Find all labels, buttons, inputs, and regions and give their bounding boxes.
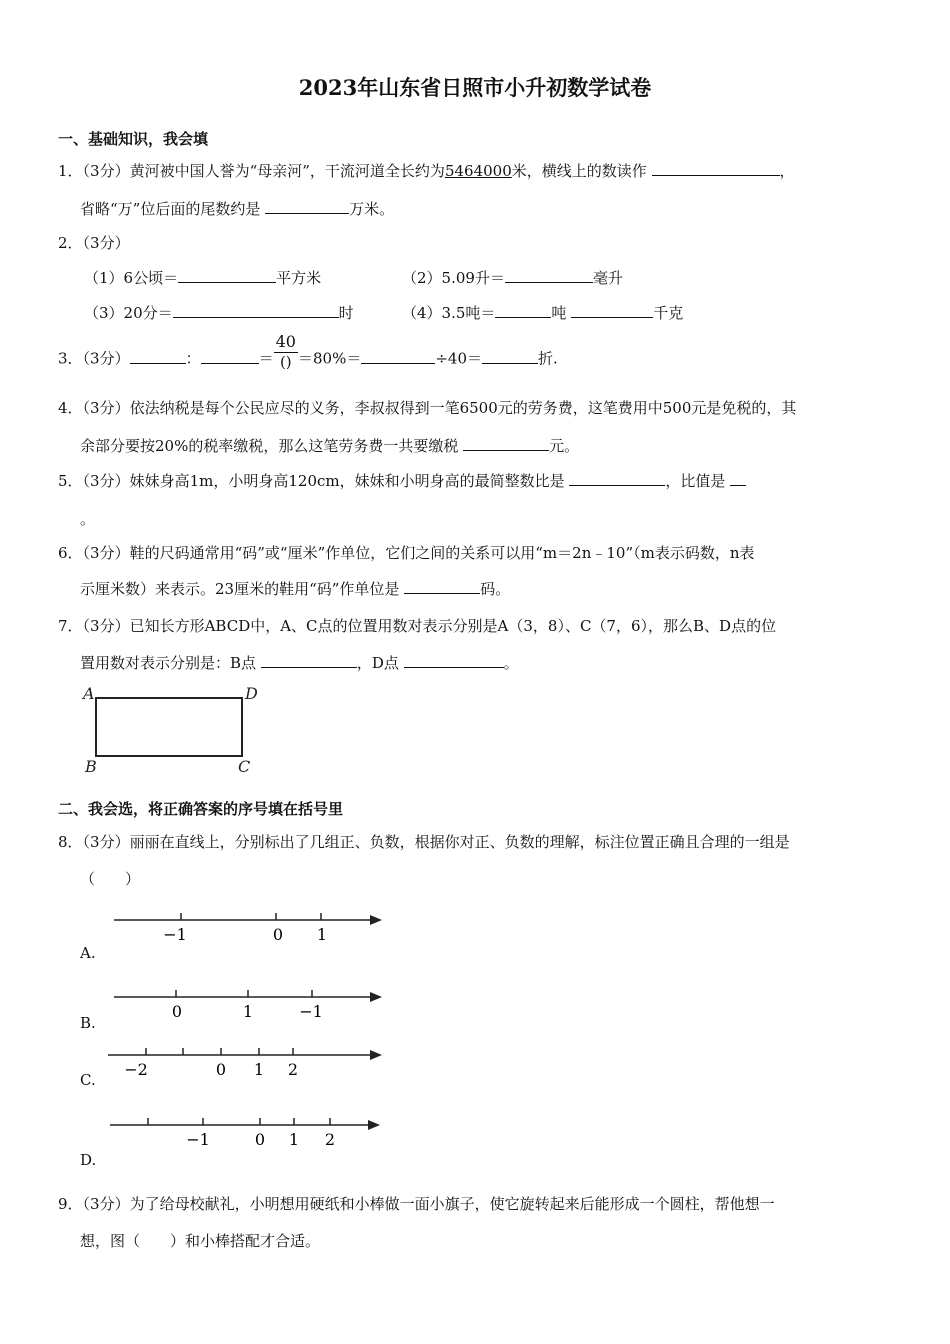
question-6-line-2: 示厘米数）来表示。23厘米的鞋用“码”作单位是 码。 xyxy=(80,580,511,598)
tick-label-d-1: −1 xyxy=(186,1130,210,1149)
q7-point-b-blank[interactable] xyxy=(261,652,357,668)
number-line-c xyxy=(104,1040,388,1080)
question-7-line-1: 7．（3分）已知长方形ABCD中，A、C点的位置用数对表示分别是A（3，8）、C（7，6），那么B、D点的位 xyxy=(58,617,777,635)
question-6-line-1: 6．（3分）鞋的尺码通常用“码”或“厘米”作单位，它们之间的关系可以用“m＝2n﹣10”（m表示码数，n表 xyxy=(58,544,755,562)
rectangle-abcd xyxy=(96,698,242,756)
question-2-head: 2．（3分） xyxy=(58,234,130,252)
rectangle-abcd-figure xyxy=(80,682,270,778)
question-2-part-4: （4）3.5吨＝ 吨 千克 xyxy=(402,304,684,322)
question-1-line-2: 省略“万”位后面的尾数约是 万米。 xyxy=(80,200,395,218)
option-d-label[interactable]: D. xyxy=(80,1151,97,1169)
question-2-part-1: （1）6公顷＝ 平方米 xyxy=(84,269,322,287)
tick-label-d-2: 0 xyxy=(254,1130,266,1149)
q5-ratio-blank[interactable] xyxy=(569,470,665,486)
section-1-heading: 一、基础知识，我会填 xyxy=(58,130,209,148)
tick-label-b-3: −1 xyxy=(299,1002,323,1021)
tick-label-a-3: 1 xyxy=(316,925,328,944)
number-line-b xyxy=(108,982,388,1022)
question-2-part-2: （2）5.09升＝ 毫升 xyxy=(402,269,623,287)
option-c-label[interactable]: C. xyxy=(80,1071,96,1089)
q2-p2-blank[interactable] xyxy=(505,267,593,283)
vertex-a-label: A xyxy=(83,684,95,703)
q4-tax-blank[interactable] xyxy=(463,435,549,451)
question-4-line-1: 4．（3分）依法纳税是每个公民应尽的义务，李叔叔得到一笔6500元的劳务费，这笔费用中500元是免税的，其 xyxy=(58,399,797,417)
q2-p1-blank[interactable] xyxy=(178,267,276,283)
vertex-b-label: B xyxy=(85,757,97,776)
tick-label-d-4: 2 xyxy=(324,1130,336,1149)
question-9-line-1: 9．（3分）为了给母校献礼，小明想用硬纸和小棒做一面小旗子，使它旋转起来后能形成一个圆柱，帮他想一 xyxy=(58,1195,775,1213)
number-line-d xyxy=(106,1110,386,1150)
tick-label-c-1: −2 xyxy=(124,1060,148,1079)
tick-label-c-2: 0 xyxy=(215,1060,227,1079)
q3-blank-1[interactable] xyxy=(130,348,186,364)
q7-point-d-blank[interactable] xyxy=(404,652,504,668)
tick-label-c-4: 2 xyxy=(287,1060,299,1079)
tick-label-d-3: 1 xyxy=(288,1130,300,1149)
question-4-line-2: 余部分要按20%的税率缴税，那么这笔劳务费一共要缴税 元。 xyxy=(80,437,580,455)
tick-label-b-1: 0 xyxy=(171,1002,183,1021)
q3-blank-3[interactable] xyxy=(361,348,435,364)
q6-size-blank[interactable] xyxy=(404,578,480,594)
question-8-line-1: 8．（3分）丽丽在直线上，分别标出了几组正、负数，根据你对正、负数的理解，标注位置正确且合理的一组是 xyxy=(58,833,790,851)
question-2-part-3: （3）20分＝ 时 xyxy=(84,304,354,322)
question-5-line-2: 。 xyxy=(80,510,96,528)
q3-blank-2[interactable] xyxy=(201,348,259,364)
question-5-line-1: 5．（3分）妹妹身高1m，小明身高120cm，妹妹和小明身高的最简整数比是 ，比值是 xyxy=(58,470,746,491)
question-9-line-2: 想，图（ ）和小棒搭配才合适。 xyxy=(80,1232,321,1250)
question-3: 3．（3分） ： ＝ $\frac{40}{()}$ ＝80%＝ ÷40＝ 折. xyxy=(58,332,558,371)
q1-reading-blank[interactable] xyxy=(652,160,780,176)
q5-value-blank[interactable] xyxy=(730,470,746,486)
tick-label-b-2: 1 xyxy=(242,1002,254,1021)
tick-label-a-1: −1 xyxy=(163,925,187,944)
q2-p4-blank-kg[interactable] xyxy=(571,302,653,318)
number-line-a xyxy=(108,908,388,948)
question-7-line-2: 置用数对表示分别是：B点 ，D点 。 xyxy=(80,654,519,672)
option-b-label[interactable]: B. xyxy=(80,1014,96,1032)
tick-label-a-2: 0 xyxy=(272,925,284,944)
q1-approx-blank[interactable] xyxy=(265,198,349,214)
question-1-line-1: 1．（3分）黄河被中国人誉为“母亲河”，干流河道全长约为5464000米，横线上的数读作 ， xyxy=(58,162,795,180)
vertex-c-label: C xyxy=(238,757,251,776)
q2-p4-blank-tons[interactable] xyxy=(495,302,551,318)
option-a-label[interactable]: A. xyxy=(80,944,96,962)
question-8-answer-paren: （ ） xyxy=(80,870,141,888)
section-2-heading: 二、我会选，将正确答案的序号填在括号里 xyxy=(58,800,344,818)
q2-p3-blank[interactable] xyxy=(173,302,339,318)
tick-label-c-3: 1 xyxy=(253,1060,265,1079)
q3-blank-4[interactable] xyxy=(482,348,538,364)
vertex-d-label: D xyxy=(245,684,258,703)
page-title: 2023年山东省日照市小升初数学试卷 xyxy=(298,75,652,100)
river-length-number: 5464000 xyxy=(444,162,512,180)
q3-fraction: $\frac{40}{()}$ xyxy=(275,332,296,371)
